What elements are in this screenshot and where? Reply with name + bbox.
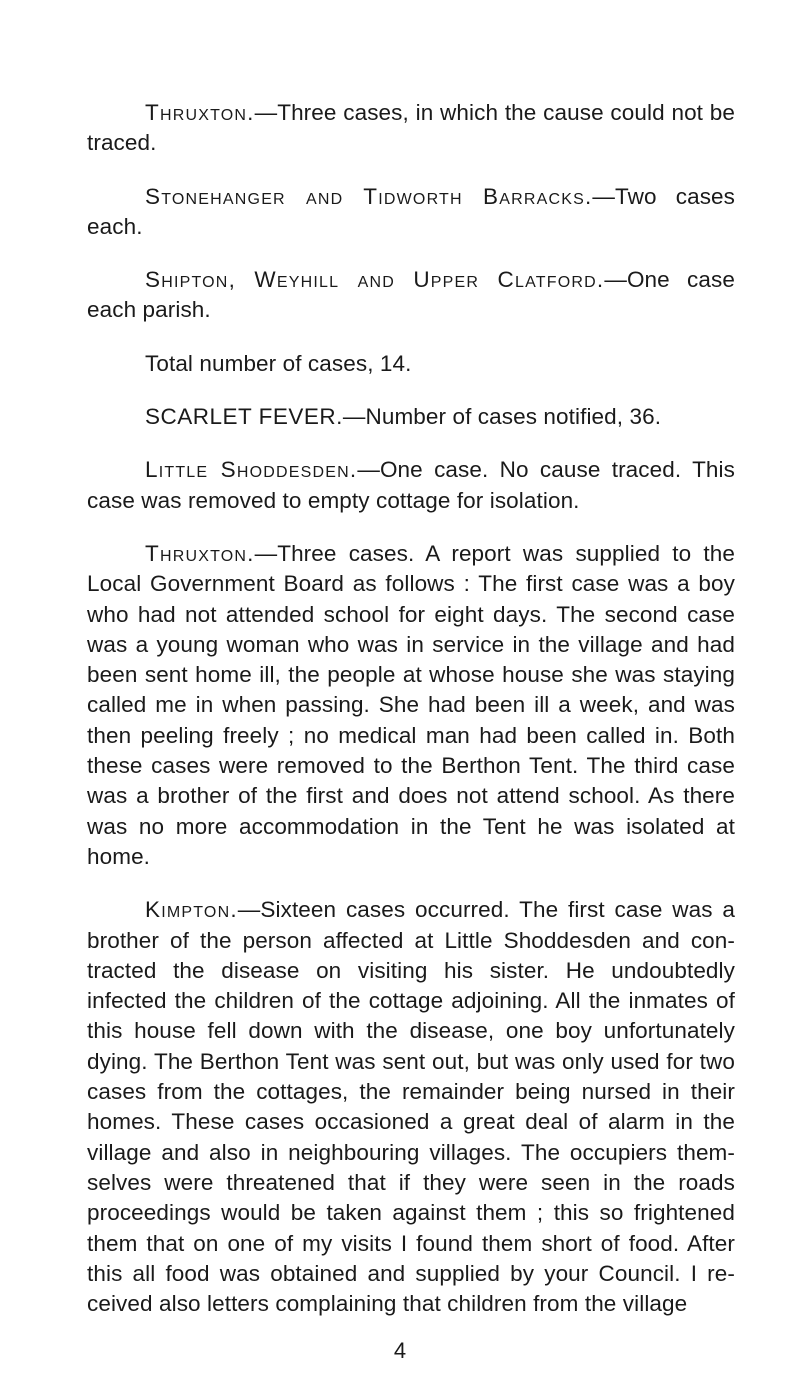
- paragraph-text: —One case. No cause traced. This case was removed to empty cottage for isolation.: [87, 457, 735, 513]
- place-heading: Kimpton.: [145, 897, 238, 923]
- paragraph-total: [87, 349, 735, 379]
- paragraph-scarlet-fever: [87, 402, 735, 432]
- place-heading: Thruxton.: [145, 540, 255, 566]
- paragraph-text: —One case each parish.: [87, 267, 735, 323]
- paragraph-text: —Two cases each.: [87, 183, 736, 239]
- paragraph-text: —Number of cases notified, 36.: [342, 404, 662, 430]
- paragraph-shipton: [87, 265, 735, 326]
- place-heading: Shipton, Weyhill and Upper Clatford.: [145, 267, 605, 293]
- paragraph-text: —Sixteen cases occurred. The first case was a brother of the person affected at Little Shoddesden and con- tracted the disease on visiting his sister. He undoubtedly infected the children of the cottage adjoining. All the inmates of this house fell down with the disease, one boy unfortunately dying. The Berthon Tent was sent out, but was only used for two cases from the cottages, the remainder being nursed in their homes. These cases occasioned a great deal of alarm in the village and also in neighbouring villages. The occupiers them- selves were threatened that if they were seen in the roads proceedings would be taken against them ; this so frightened them that on one of my visits I found them short of food. After this all food was obtained and supplied by your Council. I re- ceived also letters complaining that children from the village: [87, 897, 735, 1317]
- paragraph-stonehanger: [87, 182, 735, 243]
- paragraph-thruxton-scarlet: [87, 539, 735, 872]
- page-number: 4: [393, 1338, 407, 1363]
- place-heading: Thruxton.: [145, 100, 255, 125]
- paragraph-kimpton: [87, 895, 735, 1319]
- paragraph-text: —Three cases, in which the cause could not be traced.: [87, 100, 735, 156]
- paragraph-text: —Three cases. A report was supplied to the Local Government Board as follows : The first case was a boy who had not attended school for eight days. The second case was a young woman who was in service in the village and had been sent home ill, the people at whose house she was staying called me in when passing. She had been ill a week, and was then peeling freely ; no medical man had been called in. Both these cases were removed to the Berthon Tent. The third case was a brother of the first and does not attend school. As there was no more accommodation in the Tent he was isolated at home.: [87, 540, 735, 869]
- section-heading: SCARLET FEVER.: [145, 404, 343, 430]
- place-heading: Stonehanger and Tidworth Barracks.: [145, 183, 593, 209]
- paragraph-thruxton-measles: [87, 98, 735, 159]
- document-body: [87, 98, 735, 1342]
- place-heading: Little Shoddesden.: [145, 457, 358, 483]
- paragraph-little-shoddesden: [87, 455, 735, 516]
- paragraph-text: Total number of cases, 14.: [145, 350, 412, 376]
